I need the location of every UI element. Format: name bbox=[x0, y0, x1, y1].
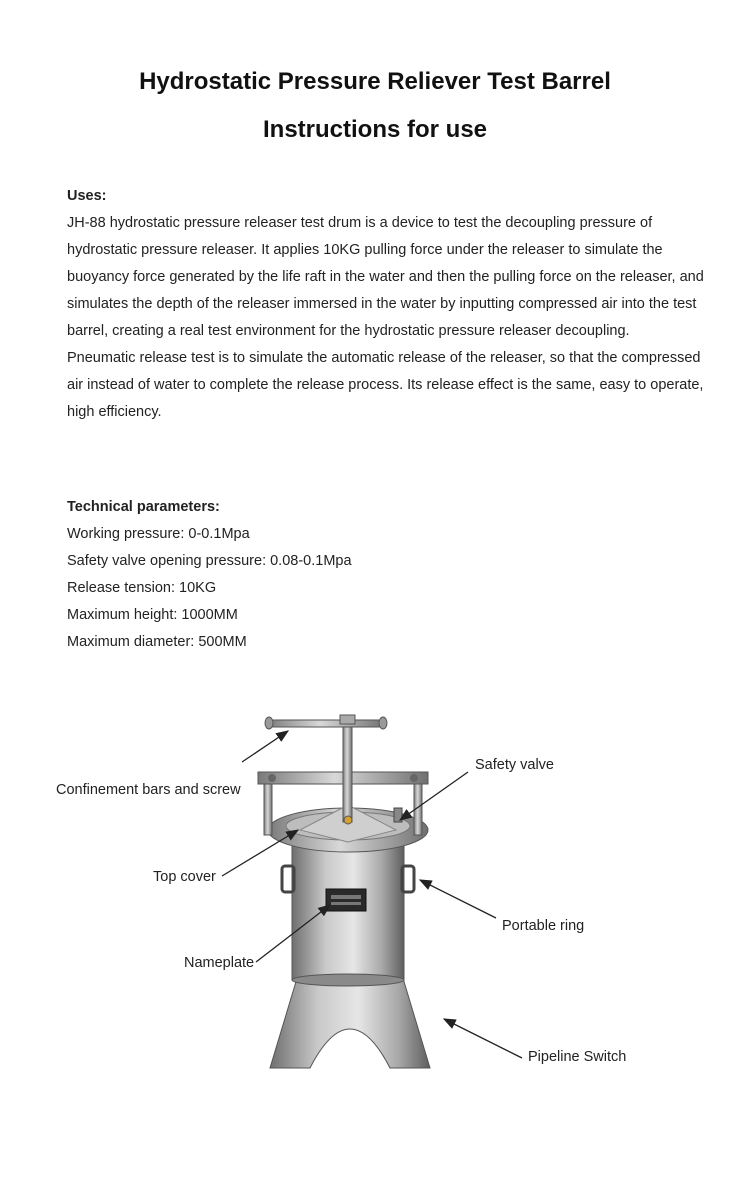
page-subtitle: Instructions for use bbox=[262, 116, 488, 143]
uses-paragraph-1: JH-88 hydrostatic pressure releaser test drum is a device to test the decoupling pressure of hydrostatic pressure releaser. It applies 10KG pulling force under the releaser to simulate the buoyancy force generated by the life raft in the water and then the pulling force on the releaser, and simulates the depth of the releaser immersed in the water by inputting compressed air into the test barrel, creating a real test environment for the hydrostatic pressure releaser decoupling. bbox=[67, 215, 704, 339]
label-portable-ring: Portable ring bbox=[502, 918, 585, 934]
uses-heading: Uses: bbox=[67, 188, 107, 204]
t-handle bbox=[267, 720, 385, 727]
label-nameplate: Nameplate bbox=[184, 955, 255, 971]
top-cover-arrow bbox=[222, 830, 298, 876]
parameter-working-pressure: Working pressure: 0-0.1Mpa bbox=[67, 526, 250, 542]
portable-ring-arrow bbox=[420, 880, 496, 918]
uses-section bbox=[67, 183, 707, 426]
test-barrel-illustration bbox=[0, 690, 750, 1110]
technical-heading: Technical parameters: bbox=[67, 499, 220, 515]
pipeline-switch-arrow bbox=[444, 1019, 522, 1058]
page-title: Hydrostatic Pressure Reliever Test Barrel bbox=[139, 68, 611, 95]
screw bbox=[343, 722, 352, 822]
nameplate bbox=[326, 889, 366, 911]
parameter-maximum-diameter: Maximum diameter: 500MM bbox=[67, 634, 247, 650]
parameter-release-tension: Release tension: 10KG bbox=[67, 580, 217, 596]
parameter-safety-valve-pressure: Safety valve opening pressure: 0.08-0.1Mpa bbox=[67, 553, 352, 569]
label-confinement-bars: Confinement bars and screw bbox=[56, 782, 241, 798]
parameter-maximum-height: Maximum height: 1000MM bbox=[67, 607, 238, 623]
label-pipeline-switch: Pipeline Switch bbox=[528, 1049, 627, 1065]
technical-parameter-list bbox=[67, 521, 707, 656]
label-top-cover: Top cover bbox=[153, 869, 216, 885]
uses-paragraph-2: Pneumatic release test is to simulate the automatic release of the releaser, so that the compressed air instead of water to complete the release process. Its release effect is the same, easy to operate, high efficiency. bbox=[67, 350, 704, 420]
barrel-base bbox=[270, 975, 430, 1068]
confinement-arrow bbox=[242, 731, 288, 762]
technical-section bbox=[67, 494, 707, 656]
label-safety-valve: Safety valve bbox=[475, 757, 554, 773]
